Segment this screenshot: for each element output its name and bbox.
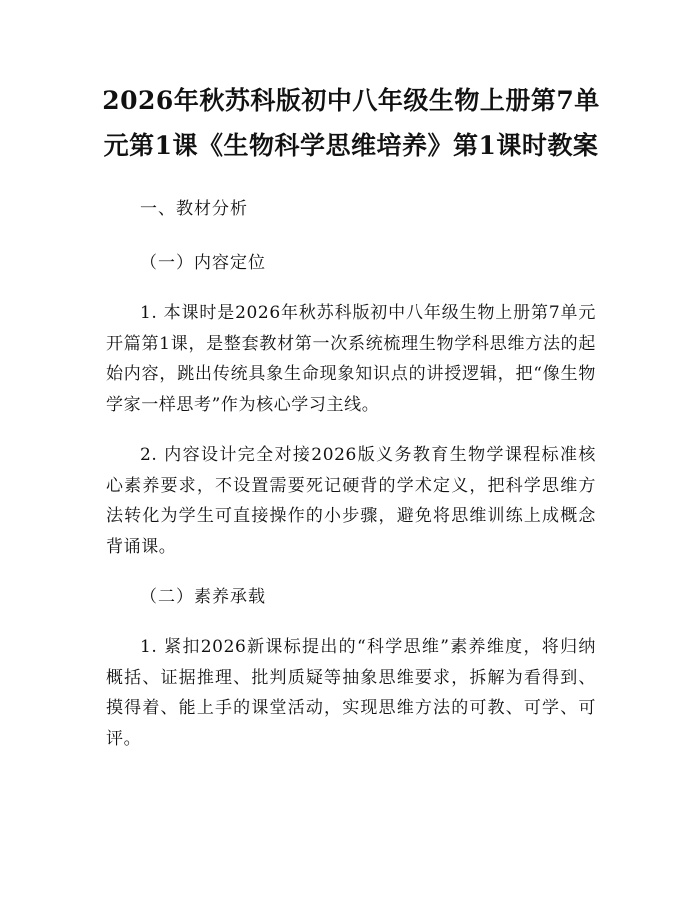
paragraph-content-positioning-2: 2. 内容设计完全对接2026版义务教育生物学课程标准核心素养要求，不设置需要死记硬背的学术定义，把科学思维方法转化为学生可直接操作的小步骤，避免将思维训练上成概念背诵课。 — [106, 445, 596, 557]
subsection-heading-content-positioning: （一）内容定位 — [140, 253, 266, 273]
section-heading-textbook-analysis: 一、教材分析 — [140, 199, 248, 219]
subsection-heading-literacy-carrying: （二）素养承载 — [140, 587, 266, 607]
document-title: 2026年秋苏科版初中八年级生物上册第7单元第1课《生物科学思维培养》第1课时教案 — [102, 86, 600, 160]
paragraph-literacy-carrying-1: 1. 紧扣2026新课标提出的“科学思维”素养维度，将归纳概括、证据推理、批判质疑等抽象思维要求，拆解为看得到、摸得着、能上手的课堂活动，实现思维方法的可教、可学、可评。 — [106, 637, 596, 749]
paragraph-content-positioning-1: 1. 本课时是2026年秋苏科版初中八年级生物上册第7单元开篇第1课，是整套教材第一次系统梳理生物学科思维方法的起始内容，跳出传统具象生命现象知识点的讲授逻辑，把“像生物学家一样思考”作为核心学习主线。 — [106, 303, 596, 415]
